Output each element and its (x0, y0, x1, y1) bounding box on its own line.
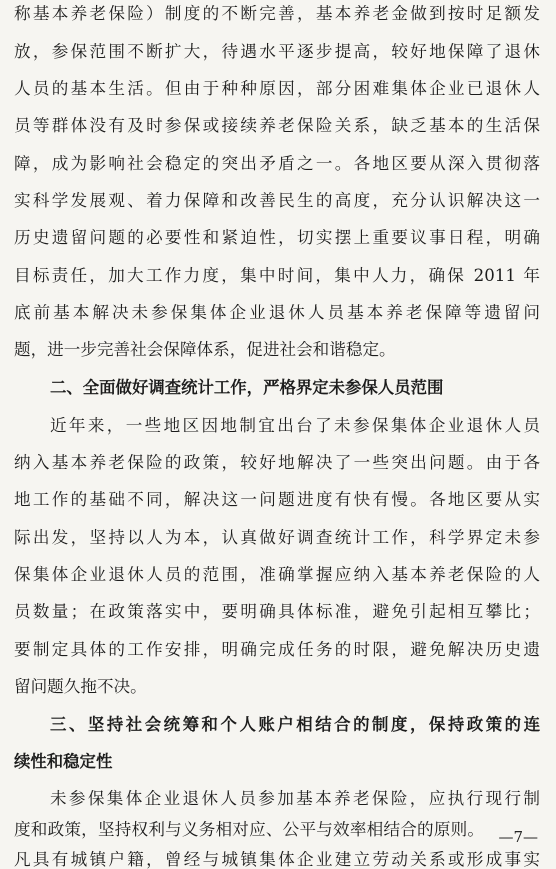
paragraph-3-line-3: 凡具有城镇户籍，曾经与城镇集体企业建立劳动关系或形成事实 (14, 850, 540, 869)
section-heading-3-line-2: 续性和稳定性 (14, 752, 113, 771)
section-heading-2: 二、全面做好调查统计工作，严格界定未参保人员范围 (50, 378, 444, 397)
paragraph-1-line-9: 底前基本解决未参保集体企业退休人员基本养老保障等遗留问 (14, 303, 540, 322)
paragraph-2-line-4: 际出发，坚持以人为本，认真做好调查统计工作，科学界定未参 (14, 528, 540, 547)
paragraph-1-line-3: 人员的基本生活。但由于种种原因，部分困难集体企业已退休人 (14, 79, 540, 98)
section-heading-3-line-1: 三、坚持社会统筹和个人账户相结合的制度，保持政策的连 (50, 715, 540, 734)
paragraph-1-line-5: 障，成为影响社会稳定的突出矛盾之一。各地区要从深入贯彻落 (14, 154, 540, 173)
paragraph-2-line-6: 员数量；在政策落实中，要明确具体标准，避免引起相互攀比； (14, 602, 540, 621)
paragraph-3-line-2: 度和政策，坚持权利与义务相对应、公平与效率相结合的原则。 (14, 820, 484, 839)
paragraph-1-line-2: 放，参保范围不断扩大，待遇水平逐步提高，较好地保障了退休 (14, 42, 540, 61)
paragraph-2-line-5: 保集体企业退休人员的范围，准确掌握应纳入基本养老保险的人 (14, 565, 540, 584)
paragraph-2-line-1: 近年来，一些地区因地制宜出台了未参保集体企业退休人员 (50, 416, 540, 435)
paragraph-1-line-10: 题，进一步完善社会保障体系，促进社会和谐稳定。 (14, 340, 396, 359)
paragraph-2-line-7: 要制定具体的工作安排，明确完成任务的时限，避免解决历史遗 (14, 640, 540, 659)
page-number: —7— (498, 828, 538, 846)
paragraph-1-line-8: 目标责任，加大工作力度，集中时间，集中人力，确保 2011 年 (14, 266, 540, 285)
paragraph-1-line-6: 实科学发展观、着力保障和改善民生的高度，充分认识解决这一 (14, 191, 540, 210)
paragraph-2-line-2: 纳入基本养老保险的政策，较好地解决了一些突出问题。由于各 (14, 453, 540, 472)
paragraph-1-line-7: 历史遗留问题的必要性和紧迫性，切实摆上重要议事日程，明确 (14, 228, 540, 247)
paragraph-1-line-1: 称基本养老保险）制度的不断完善，基本养老金做到按时足额发 (14, 4, 540, 23)
paragraph-1-line-4: 员等群体没有及时参保或接续养老保险关系，缺乏基本的生活保 (14, 116, 540, 135)
paragraph-2-line-3: 地工作的基础不同，解决这一问题进度有快有慢。各地区要从实 (14, 490, 540, 509)
paragraph-3-line-1: 未参保集体企业退休人员参加基本养老保险，应执行现行制 (50, 789, 540, 808)
paragraph-2-line-8: 留问题久拖不决。 (14, 677, 147, 696)
